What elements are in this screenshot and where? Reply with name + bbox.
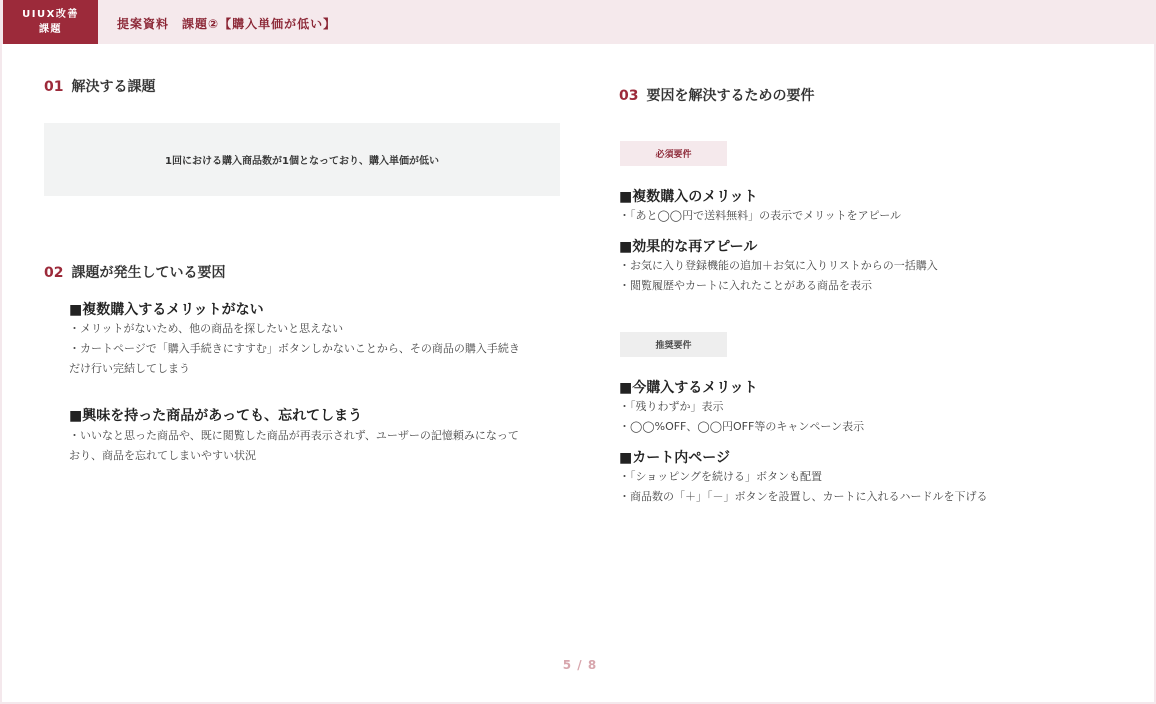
- required-2-line: ・閲覧履歴やカートに入れたことがある商品を表示: [619, 279, 872, 292]
- factor-1-line: だけ行い完結してしまう: [69, 362, 190, 375]
- header-badge: [3, 0, 98, 44]
- factor-2-line: おり、商品を忘れてしまいやすい状況: [69, 449, 256, 462]
- recommended-2-line: ・商品数の「＋」「－」ボタンを設置し、カートに入れるハードルを下げる: [619, 490, 988, 503]
- section-03-heading: [619, 85, 814, 105]
- required-2-body: [619, 256, 938, 296]
- recommended-tag: 推奨要件: [620, 332, 727, 357]
- recommended-1-line: ・「残りわずか」表示: [619, 400, 724, 413]
- factor-2-line: ・いいなと思った商品や、既に閲覧した商品が再表示されず、ユーザーの記憶頼みになって: [69, 429, 519, 442]
- section-01-number: 01: [44, 79, 64, 95]
- recommended-1-body: [619, 397, 864, 437]
- problem-text: 1回における購入商品数が1個となっており、購入単価が低い: [165, 156, 439, 167]
- section-03-title: 要因を解決するための要件: [646, 88, 815, 104]
- section-02-title: 課題が発生している要因: [71, 265, 226, 281]
- page-indicator: 5 / 8: [562, 658, 598, 672]
- recommended-2-line: ・「ショッピングを続ける」ボタンも配置: [619, 470, 823, 483]
- factor-1-line: ・カートページで「購入手続きにすすむ」ボタンしかないことから、その商品の購入手続き: [69, 342, 520, 355]
- recommended-2-body: [619, 467, 988, 507]
- factor-1-line: ・メリットがないため、他の商品を探したいと思えない: [69, 322, 344, 335]
- section-02-number: 02: [44, 265, 64, 281]
- header-badge-line1: UIUX改善: [22, 9, 79, 20]
- header-title: 提案資料 課題②【購入単価が低い】: [117, 17, 337, 31]
- factor-2-body: [69, 426, 519, 466]
- factor-1-body: [69, 319, 520, 379]
- required-1-body: [619, 206, 901, 226]
- problem-box: [44, 123, 560, 196]
- recommended-2-heading: ■カート内ページ: [619, 450, 730, 466]
- required-2-heading: ■効果的な再アピール: [619, 239, 758, 255]
- required-2-line: ・お気に入り登録機能の追加＋お気に入りリストからの一括購入: [619, 259, 938, 272]
- section-01-heading: [44, 76, 155, 96]
- recommended-1-line: ・◯◯%OFF、◯◯円OFF等のキャンペーン表示: [619, 420, 865, 433]
- factor-1-heading: ■複数購入するメリットがない: [69, 302, 264, 318]
- header-badge-line2: 課題: [39, 24, 62, 35]
- required-tag: 必須要件: [620, 141, 727, 166]
- section-03-number: 03: [619, 88, 639, 104]
- recommended-1-heading: ■今購入するメリット: [619, 380, 758, 396]
- required-1-heading: ■複数購入のメリット: [619, 189, 758, 205]
- section-01-title: 解決する課題: [71, 79, 156, 95]
- header-bar: [2, 0, 1156, 44]
- required-1-line: ・「あと◯◯円で送料無料」の表示でメリットをアピール: [619, 209, 902, 222]
- factor-2-heading: ■興味を持った商品があっても、忘れてしまう: [69, 408, 363, 424]
- section-02-heading: [44, 262, 225, 282]
